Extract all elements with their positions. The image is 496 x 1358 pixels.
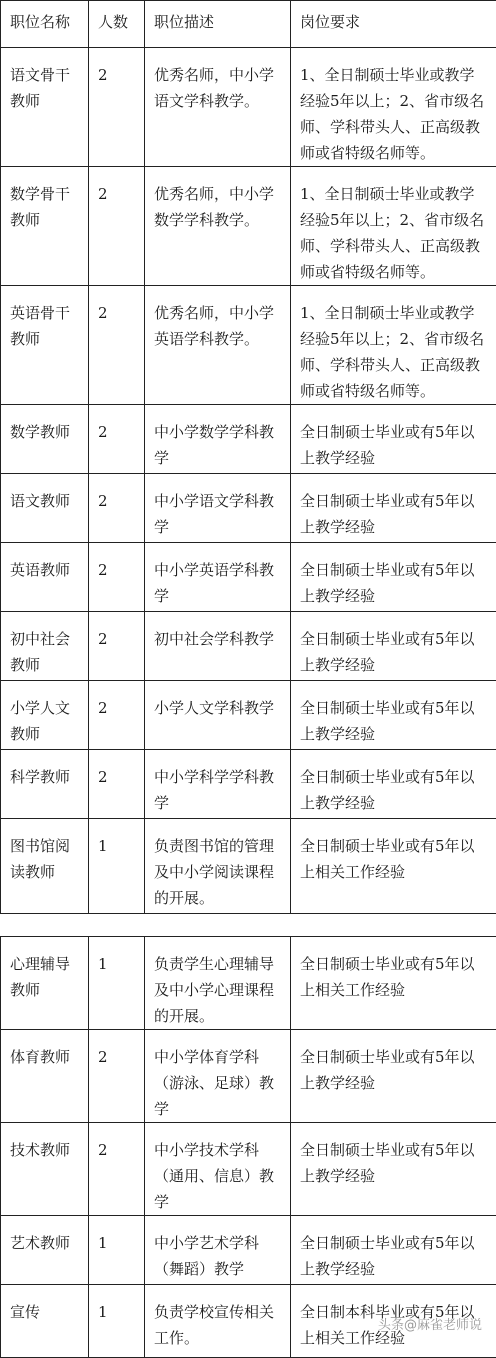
table-row <box>1 543 496 612</box>
position-name-cell: 英语骨干教师 <box>1 286 89 405</box>
description-cell: 中小学数学学科教学 <box>145 405 291 474</box>
position-name-cell: 心理辅导教师 <box>1 937 89 1030</box>
headcount-cell: 2 <box>89 286 145 405</box>
table-row <box>1 474 496 543</box>
position-name-cell: 数学教师 <box>1 405 89 474</box>
position-name-cell: 图书馆阅读教师 <box>1 819 89 914</box>
description-cell: 小学人文学科教学 <box>145 681 291 750</box>
watermark: 头条@麻雀老师说 <box>378 1314 482 1333</box>
table-row <box>1 937 496 1030</box>
requirement-cell: 1、全日制硕士毕业或教学经验5年以上；2、省市级名师、学科带头人、正高级教师或省特级名师等。 <box>291 167 496 286</box>
headcount-cell: 2 <box>89 681 145 750</box>
description-cell: 中小学体育学科（游泳、足球）教学 <box>145 1030 291 1123</box>
description-cell: 负责图书馆的管理及中小学阅读课程的开展。 <box>145 819 291 914</box>
headcount-cell: 2 <box>89 612 145 681</box>
description-cell: 初中社会学科教学 <box>145 612 291 681</box>
position-name-cell: 语文骨干教师 <box>1 48 89 167</box>
requirement-cell: 全日制硕士毕业或有5年以上教学经验 <box>291 543 496 612</box>
requirement-cell: 全日制硕士毕业或有5年以上教学经验 <box>291 612 496 681</box>
headcount-cell: 2 <box>89 1030 145 1123</box>
position-name-cell: 语文教师 <box>1 474 89 543</box>
position-name-cell: 小学人文教师 <box>1 681 89 750</box>
headcount-cell: 2 <box>89 474 145 543</box>
requirement-cell: 全日制硕士毕业或有5年以上教学经验 <box>291 750 496 819</box>
table-row <box>1 1216 496 1285</box>
requirement-cell: 全日制硕士毕业或有5年以上相关工作经验 <box>291 937 496 1030</box>
requirement-cell: 全日制硕士毕业或有5年以上教学经验 <box>291 1216 496 1285</box>
description-cell: 中小学科学学科教学 <box>145 750 291 819</box>
headcount-cell: 1 <box>89 937 145 1030</box>
position-name-cell: 初中社会教师 <box>1 612 89 681</box>
position-name-cell: 技术教师 <box>1 1123 89 1216</box>
headcount-cell: 2 <box>89 1123 145 1216</box>
table-row <box>1 612 496 681</box>
table-row <box>1 167 496 286</box>
requirement-cell: 全日制本科毕业或有5年以上相关工作经验 <box>291 1285 496 1358</box>
header-cell: 人数 <box>89 1 145 48</box>
headcount-cell: 2 <box>89 48 145 167</box>
table-row <box>1 1123 496 1216</box>
headcount-cell: 1 <box>89 819 145 914</box>
headcount-cell: 2 <box>89 543 145 612</box>
table-row <box>1 750 496 819</box>
positions-table-continued <box>0 936 496 1358</box>
headcount-cell: 1 <box>89 1216 145 1285</box>
description-cell: 中小学语文学科教学 <box>145 474 291 543</box>
description-cell: 负责学校宣传相关工作。 <box>145 1285 291 1358</box>
header-cell: 职位描述 <box>145 1 291 48</box>
table-row <box>1 405 496 474</box>
requirement-cell: 全日制硕士毕业或有5年以上相关工作经验 <box>291 819 496 914</box>
position-name-cell: 数学骨干教师 <box>1 167 89 286</box>
description-cell: 中小学技术学科（通用、信息）教学 <box>145 1123 291 1216</box>
headcount-cell: 2 <box>89 750 145 819</box>
requirement-cell: 1、全日制硕士毕业或教学经验5年以上；2、省市级名师、学科带头人、正高级教师或省特级名师等。 <box>291 48 496 167</box>
headcount-cell: 2 <box>89 405 145 474</box>
requirement-cell: 全日制硕士毕业或有5年以上教学经验 <box>291 1030 496 1123</box>
table-row <box>1 681 496 750</box>
description-cell: 优秀名师，中小学数学学科教学。 <box>145 167 291 286</box>
position-name-cell: 宣传 <box>1 1285 89 1358</box>
description-cell: 优秀名师，中小学语文学科教学。 <box>145 48 291 167</box>
table-row <box>1 819 496 914</box>
table-header-row <box>1 1 496 48</box>
description-cell: 负责学生心理辅导及中小学心理课程的开展。 <box>145 937 291 1030</box>
requirement-cell: 1、全日制硕士毕业或教学经验5年以上；2、省市级名师、学科带头人、正高级教师或省特级名师等。 <box>291 286 496 405</box>
table-row <box>1 48 496 167</box>
headcount-cell: 1 <box>89 1285 145 1358</box>
position-name-cell: 英语教师 <box>1 543 89 612</box>
requirement-cell: 全日制硕士毕业或有5年以上教学经验 <box>291 1123 496 1216</box>
description-cell: 优秀名师，中小学英语学科教学。 <box>145 286 291 405</box>
requirement-cell: 全日制硕士毕业或有5年以上教学经验 <box>291 405 496 474</box>
table-row <box>1 1030 496 1123</box>
headcount-cell: 2 <box>89 167 145 286</box>
header-cell: 岗位要求 <box>291 1 496 48</box>
header-cell: 职位名称 <box>1 1 89 48</box>
table-row <box>1 286 496 405</box>
description-cell: 中小学英语学科教学 <box>145 543 291 612</box>
position-name-cell: 艺术教师 <box>1 1216 89 1285</box>
description-cell: 中小学艺术学科（舞蹈）教学 <box>145 1216 291 1285</box>
requirement-cell: 全日制硕士毕业或有5年以上教学经验 <box>291 681 496 750</box>
position-name-cell: 体育教师 <box>1 1030 89 1123</box>
position-name-cell: 科学教师 <box>1 750 89 819</box>
requirement-cell: 全日制硕士毕业或有5年以上教学经验 <box>291 474 496 543</box>
